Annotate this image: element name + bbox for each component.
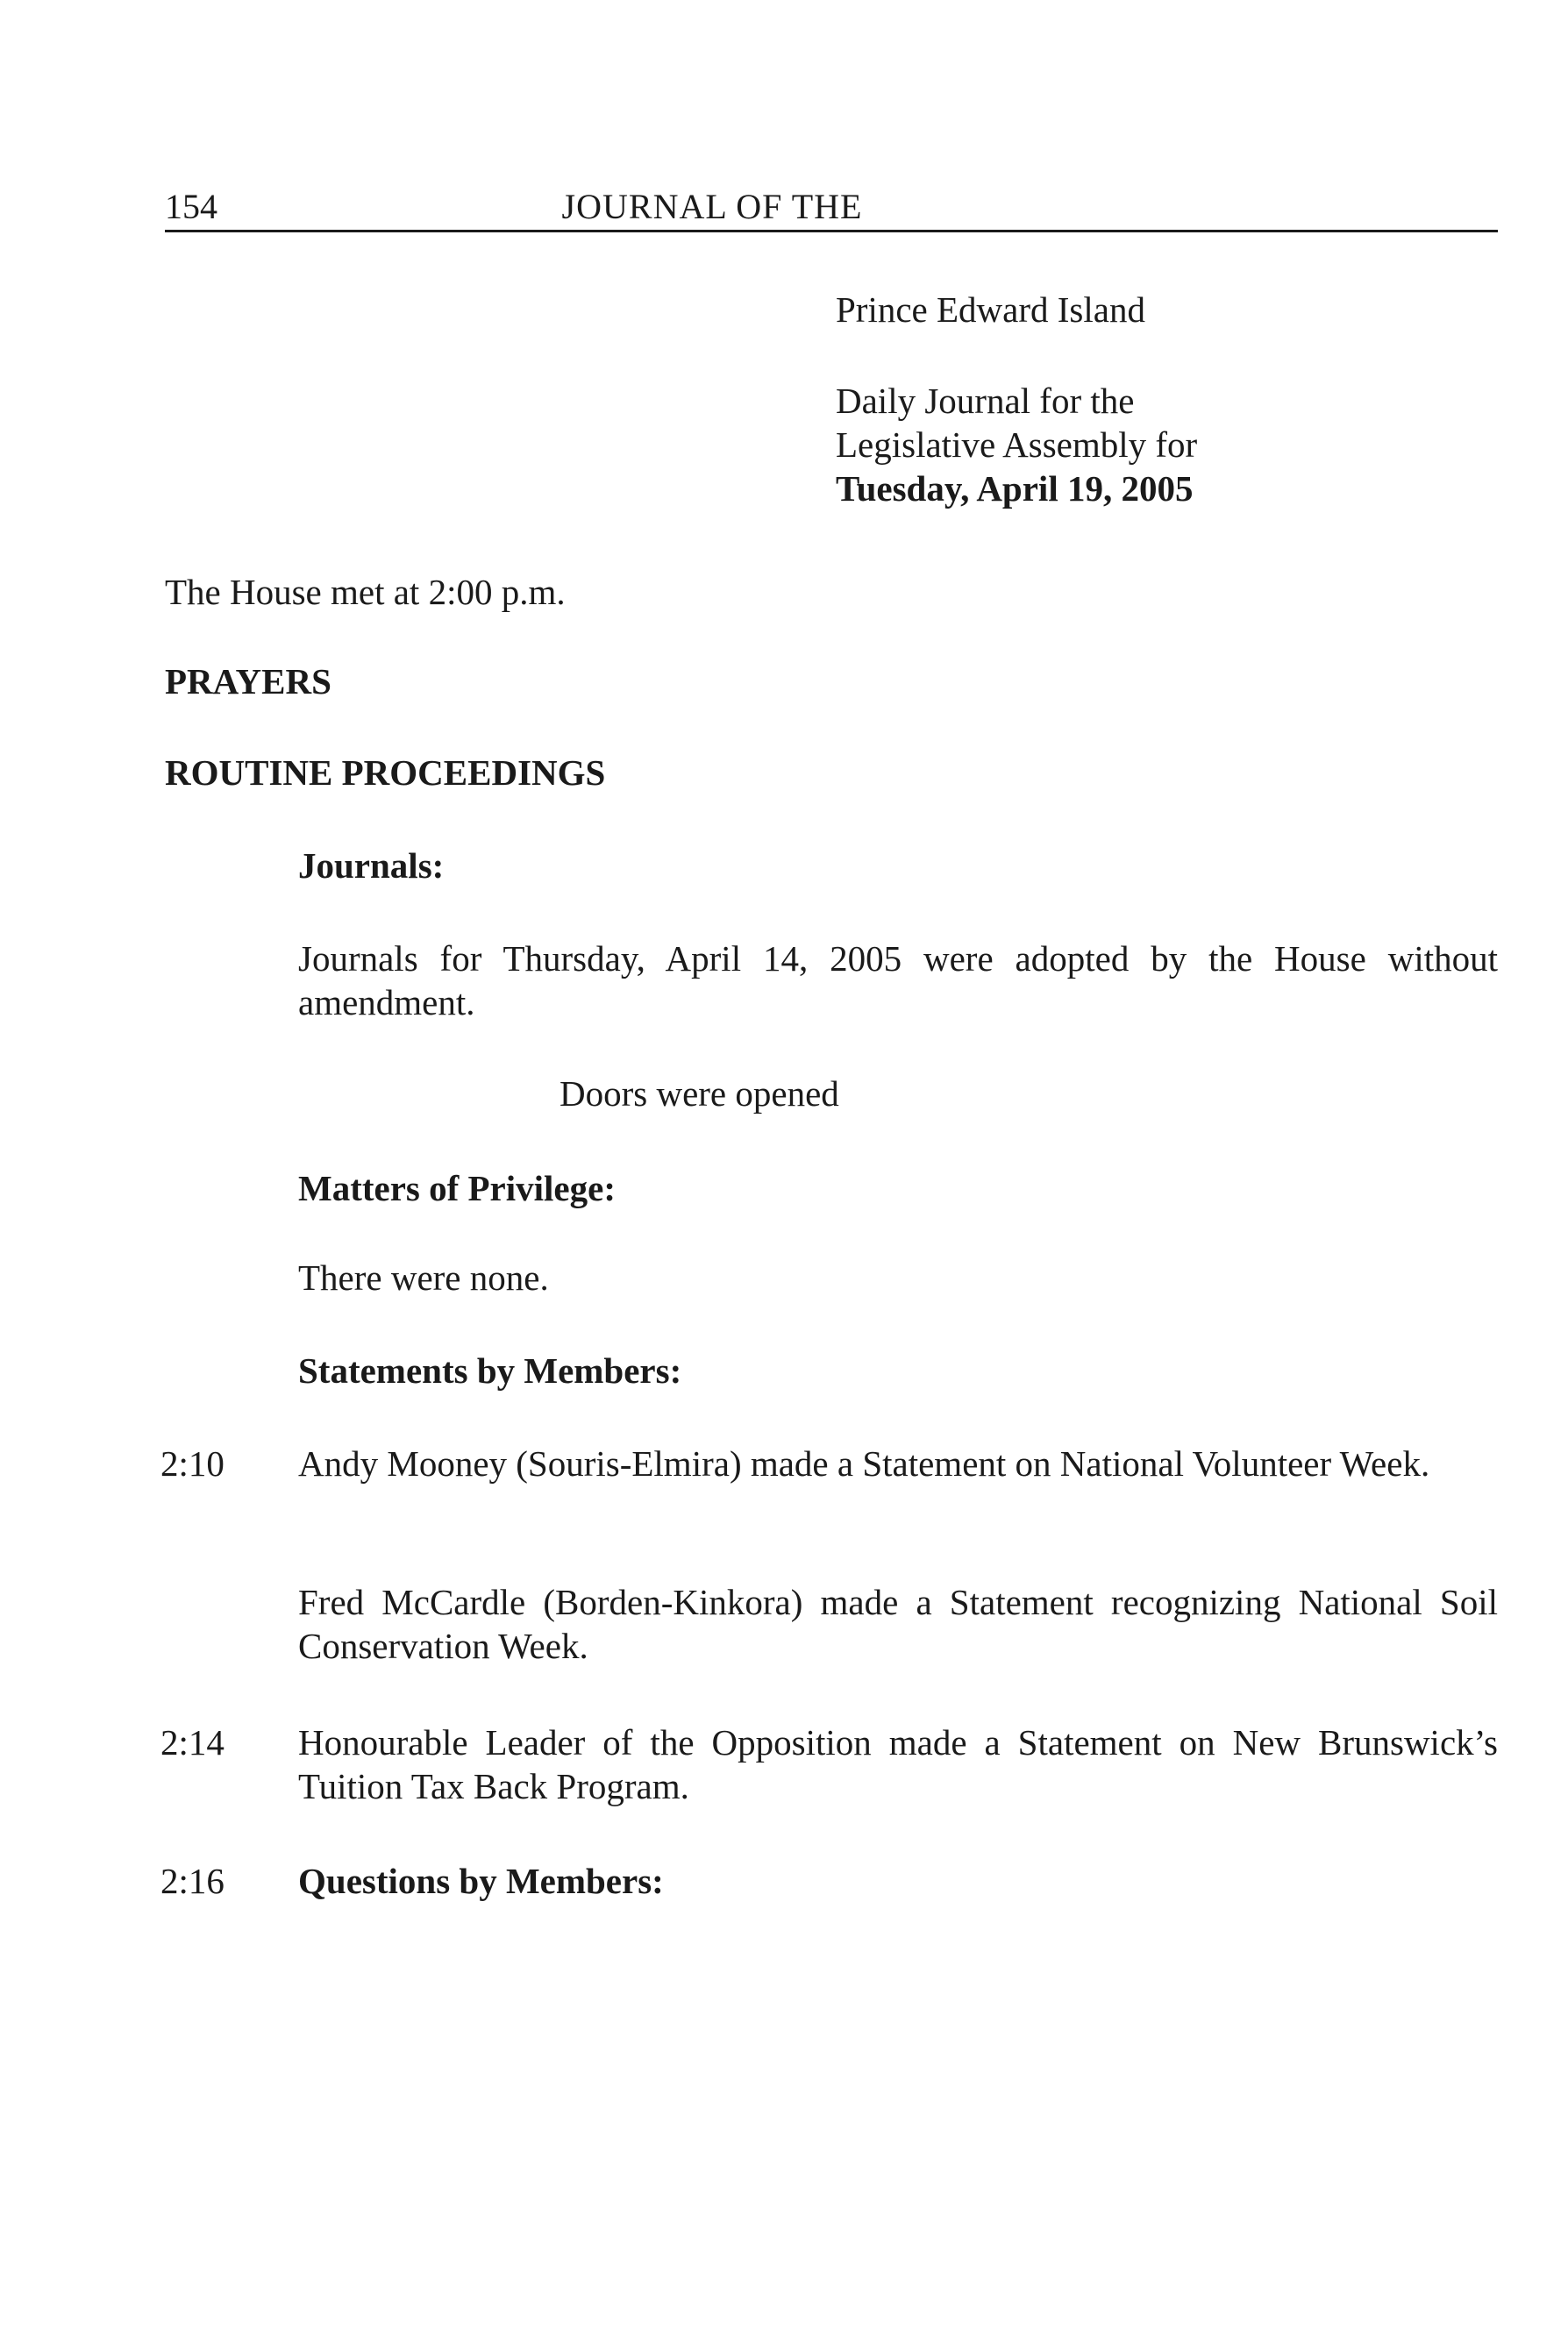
matters-of-privilege-heading: Matters of Privilege: — [298, 1168, 616, 1208]
questions-time: 2:16 — [160, 1861, 225, 1901]
journal-title-block — [836, 379, 1450, 510]
prayers-heading: PRAYERS — [165, 661, 331, 702]
routine-proceedings-heading: ROUTINE PROCEEDINGS — [165, 752, 606, 793]
questions-heading: Questions by Members: — [298, 1861, 664, 1901]
page-header — [165, 184, 1498, 232]
statement-time: 2:14 — [160, 1722, 225, 1763]
province-name: Prince Edward Island — [836, 289, 1145, 330]
statement-item: Fred McCardle (Borden-Kinkora) made a Statement recognizing National Soil Conservation Week. — [298, 1582, 1498, 1666]
statement-time: 2:10 — [160, 1443, 225, 1484]
running-head: JOURNAL OF THE — [561, 187, 863, 226]
doors-opened-note: Doors were opened — [559, 1073, 839, 1114]
journals-text: Journals for Thursday, April 14, 2005 were adopted by the House without amendment. — [298, 938, 1498, 1022]
statements-heading: Statements by Members: — [298, 1350, 682, 1391]
opening-statement: The House met at 2:00 p.m. — [165, 572, 566, 612]
page-number: 154 — [165, 187, 217, 226]
statement-item: Andy Mooney (Souris-Elmira) made a Statement on National Volunteer Week. — [298, 1443, 1430, 1484]
statement-item: Honourable Leader of the Opposition made a Statement on New Brunswick’s Tuition Tax Back Program. — [298, 1722, 1498, 1806]
journal-title-line-2: Legislative Assembly for — [836, 424, 1198, 465]
sitting-date: Tuesday, April 19, 2005 — [836, 468, 1194, 509]
journal-title-line-1: Daily Journal for the — [836, 381, 1135, 421]
matters-of-privilege-text: There were none. — [298, 1257, 549, 1298]
journals-heading: Journals: — [298, 845, 445, 886]
